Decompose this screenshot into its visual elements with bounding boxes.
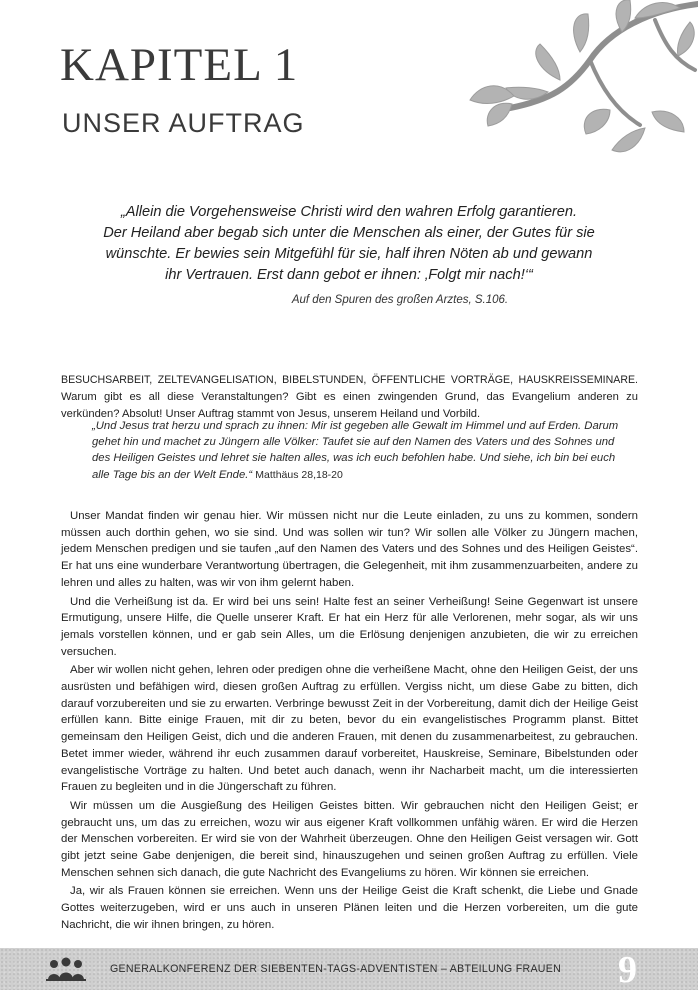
body-paragraph: Wir müssen um die Ausgießung des Heiligen Geistes bitten. Wir gebrauchen nicht den Heiligen Geist; er gebraucht uns, um das zu erreichen, wozu wir aus eigener Kraft vollkommen unfähig wären. Er wird die Herzen der Menschen vorbereiten. Er wird sie von der Wahrheit überzeugen. Ohne den Heiligen Geist versagen wir. Gott gibt jetzt seine Gabe denjenigen, die bereit sind, hinauszugehen und seinen großen Auftrag zu erfüllen. Viele Menschen sehnen sich danach, die gute Nachricht des Evangeliums zu hören. Wir können sie erreichen. bbox=[61, 799, 638, 879]
epigraph-line: Der Heiland aber begab sich unter die Menschen als einer, der Gutes für sie bbox=[103, 225, 595, 241]
bible-quote bbox=[92, 418, 628, 483]
bible-reference: Matthäus 28,18-20 bbox=[255, 468, 343, 481]
body-paragraph: Aber wir wollen nicht gehen, lehren oder predigen ohne die verheißene Macht, ohne den Heiligen Geist, der uns ausrüsten und befähigen wird, diesen großen Auftrag zu erfüllen. Vergiss nicht, um diese Gabe zu bitten, dich darauf vorzubereiten und sie zu erwarten. Verbringe bewusst Zeit in der Vorbereitung, damit dich der Heilige Geist erfüllen kann. Bitte einige Frauen, mit dir zu beten, bevor du ein evangelistisches Programm planst. Bittet gemeinsam den Heiligen Geist, dich und die anderen Frauen, mit denen du zusammenarbeitest, zu gebrauchen. Betet immer wieder, während ihr euch zusammen darauf vorbereitet, Hauskreise, Seminare, Bibelstunden oder evangelistische Vorträge zu halten. Und betet auch danach, wenn ihr Nacharbeit macht, um die interessierten Frauen zu begleiten und in die Jüngerschaft zu führen. bbox=[61, 664, 638, 794]
epigraph-line: wünschte. Er bewies sein Mitgefühl für sie, half ihren Nöten ab und gewann bbox=[105, 246, 593, 262]
epigraph-quote bbox=[80, 202, 618, 286]
epigraph-line: „Allein die Vorgehensweise Christi wird den wahren Erfolg garantieren. bbox=[120, 204, 578, 220]
body-paragraph: Ja, wir als Frauen können sie erreichen. Wenn uns der Heilige Geist die Kraft schenkt, die Liebe und Gnade Gottes weiterzugeben, wird er uns auch in unseren Plänen leiten und die Herzen vorbereiten, um die gute Nachricht, die wir ihnen bringen, zu hören. bbox=[61, 885, 638, 931]
epigraph-line: ihr Vertrauen. Erst dann gebot er ihnen: ‚Folgt mir nach!‘“ bbox=[165, 267, 533, 283]
footer-publisher: GENERALKONFERENZ DER SIEBENTEN-TAGS-ADVENTISTEN – ABTEILUNG FRAUEN bbox=[110, 963, 562, 975]
chapter-subtitle: UNSER AUFTRAG bbox=[62, 108, 305, 138]
epigraph-source: Auf den Spuren des großen Arztes, S.106. bbox=[291, 294, 509, 306]
intro-text: Warum gibt es all diese Veranstaltungen? Gibt es einen zwingenden Grund, das Evangelium anderen zu verkünden? Absolut! Unser Auftrag stammt von Jesus, unserem Heiland und Vorbild. bbox=[61, 391, 638, 420]
intro-caps-heading: BESUCHSARBEIT, ZELTEVANGELISATION, BIBELSTUNDEN, ÖFFENTLICHE VORTRÄGE, HAUSKREISSEMINARE. bbox=[61, 374, 638, 386]
body-paragraph: Unser Mandat finden wir genau hier. Wir müssen nicht nur die Leute einladen, zu uns zu kommen, sondern müssen auch dorthin gehen, wo sie sind. Und was sollen wir tun? Wir sollen alle Völker zu Jüngern machen, jedem Menschen predigen und sie taufen „auf den Namen des Vaters und des Sohnes und des Heiligen Geistes“. Er hat uns eine wunderbare Verantwortung übertragen, die Gelegenheit, mit ihm zusammenzuarbeiten, andere zu lehren und alles zu halten, was wir von ihm gelernt haben. bbox=[61, 510, 638, 589]
page-number: 9 bbox=[618, 949, 637, 991]
body-paragraph: Und die Verheißung ist da. Er wird bei uns sein! Halte fest an seiner Verheißung! Seine Gegenwart ist unsere Ermutigung, unsere Hilfe, die Quelle unserer Kraft. Er hat ein Herz für alle Verlorenen, mehr sogar, als wir uns jemals vorstellen können, und er gab sein Alles, um die Erlösung denjenigen anzubieten, die wir zu erreichen versuchen. bbox=[61, 595, 638, 658]
leafy-branch-icon bbox=[440, 0, 698, 165]
chapter-title: KAPITEL 1 bbox=[60, 39, 299, 91]
intro-paragraph bbox=[61, 372, 638, 423]
body-text bbox=[61, 508, 638, 936]
womens-ministries-logo-icon bbox=[44, 956, 88, 982]
bible-quote-text: „Und Jesus trat herzu und sprach zu ihnen: Mir ist gegeben alle Gewalt im Himmel und auf Erden. Darum gehet hin und machet zu Jüngern alle Völker: Taufet sie auf den Namen des Vaters und des Sohnes und des Heiligen Geistes und lehret sie halten alles, was ich euch befohlen habe. Und siehe, ich bin bei euch alle Tage bis an der Welt Ende.“ bbox=[92, 420, 619, 481]
